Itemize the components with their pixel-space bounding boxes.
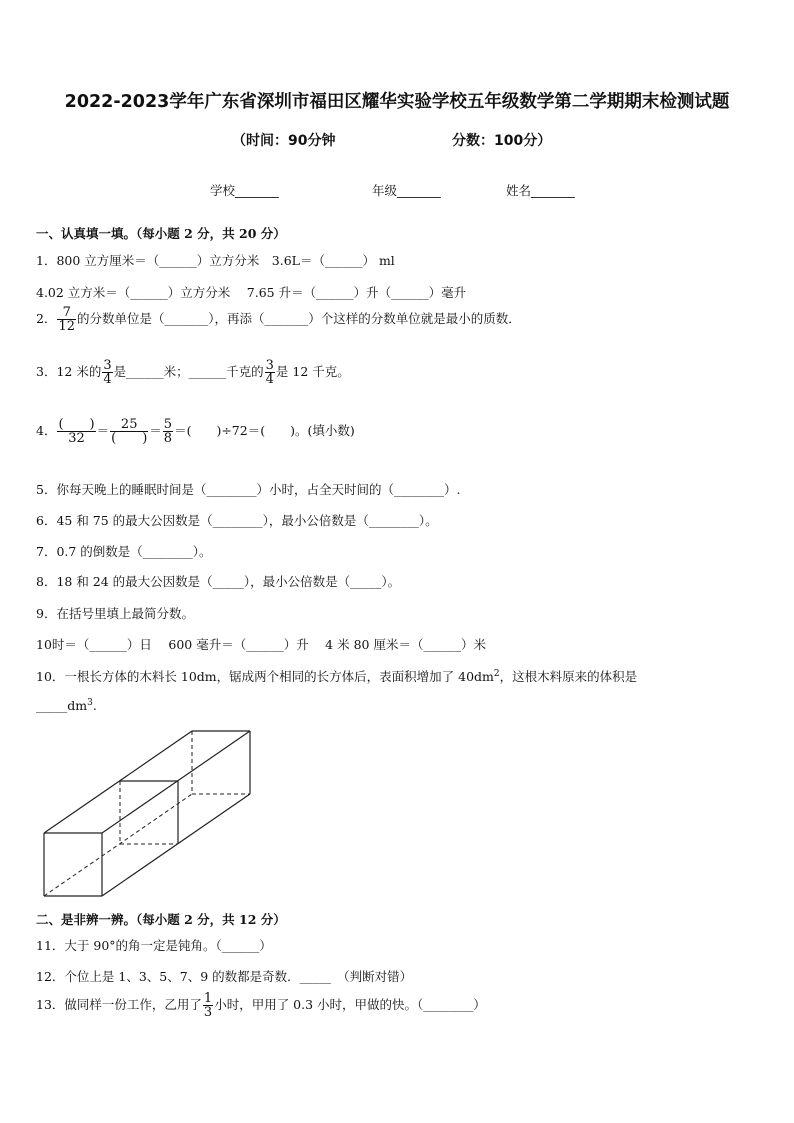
question-10 — [36, 667, 637, 685]
q13-prefix: 13．做同样一份工作，乙用了 — [36, 997, 202, 1012]
q10-superscript: 2 — [493, 668, 500, 679]
hidden-edge — [44, 794, 192, 896]
q4-numerator-2: 25 — [110, 418, 148, 432]
q2-denominator: 12 — [58, 319, 75, 334]
question-6: 6．45 和 75 的最大公因数是（________），最小公倍数是（________）。 — [36, 513, 438, 528]
q4-denominator-2: ( ) — [111, 431, 148, 446]
question-12: 12．个位上是 1、3、5、7、9 的数都是奇数．_____ （判断对错） — [36, 969, 413, 984]
question-4 — [36, 418, 355, 445]
q4-numerator-1: ( ) — [58, 417, 95, 432]
q2-text: 的分数单位是（_______），再添（_______）个这样的分数单位就是最小的质数． — [77, 311, 521, 326]
q4-denominator-3: 8 — [163, 431, 173, 446]
q2-numerator: 7 — [57, 306, 76, 320]
question-1a: 1．800 立方厘米＝（______）立方分米 3.6L＝（______） ml — [36, 253, 395, 268]
q3-fraction-2 — [265, 359, 275, 386]
cuboid-edge — [44, 731, 192, 833]
q13-text: 小时，甲用了 0.3 小时，甲做的快。（________） — [214, 997, 486, 1012]
q4-prefix: 4． — [36, 423, 57, 438]
question-13 — [36, 992, 486, 1019]
q10-text-1: 10．一根长方体的木料长 10dm，锯成两个相同的长方体后，表面积增加了 40dm — [36, 669, 494, 684]
question-8: 8．18 和 24 的最大公因数是（_____），最小公倍数是（_____）。 — [36, 574, 401, 589]
q3-denominator-1: 4 — [103, 372, 112, 387]
school-field[interactable]: 学校_______ — [210, 183, 279, 198]
q3-middle: 是______米；______千克的 — [113, 364, 264, 379]
q3-fraction-1 — [102, 359, 112, 386]
exam-title: 2022-2023学年广东省深圳市福田区耀华实验学校五年级数学第二学期期末检测试题 — [64, 92, 730, 112]
question-5: 5．你每天晚上的睡眠时间是（________）小时，占全天时间的（________）. — [36, 482, 461, 497]
q2-fraction — [57, 306, 76, 333]
q4-numerator-3: 5 — [163, 417, 173, 432]
q13-fraction — [203, 992, 213, 1019]
question-9: 9．在括号里填上最简分数。 — [36, 606, 194, 621]
q13-denominator: 3 — [203, 1005, 213, 1020]
q4-equals-2: ＝ — [149, 423, 162, 438]
question-7: 7．0.7 的倒数是（________）。 — [36, 544, 212, 559]
q3-denominator-2: 4 — [265, 372, 274, 387]
q3-numerator-1: 3 — [103, 358, 112, 373]
q10b-superscript: 3 — [87, 698, 93, 708]
q3-text: 是 12 千克。 — [275, 364, 350, 379]
section1-heading: 一、认真填一填。（每小题 2 分，共 20 分） — [36, 226, 286, 241]
q4-denominator-1: 32 — [68, 431, 85, 446]
grade-field[interactable]: 年级_______ — [372, 183, 441, 198]
q2-prefix: 2． — [36, 311, 57, 326]
q4-text: ＝( )÷72＝( )。(填小数) — [174, 423, 355, 438]
exam-time: （时间：90分钟 — [232, 133, 336, 149]
question-2 — [36, 306, 521, 333]
q4-fraction-1 — [57, 418, 95, 445]
question-10b — [36, 698, 97, 713]
question-9b: 10时＝（______）日 600 毫升＝（______）升 4 米 80 厘米＝（______）米 — [36, 637, 486, 652]
q4-fraction-2 — [110, 418, 148, 445]
question-1b: 4.02 立方米＝（______）立方分米 7.65 升＝（______）升（______）毫升 — [36, 285, 467, 300]
cuboid-edge — [102, 794, 250, 896]
question-3 — [36, 359, 350, 386]
q10-text-2: ，这根木料原来的体积是 — [499, 669, 638, 684]
cuboid-figure — [36, 728, 258, 904]
q4-equals-1: ＝ — [96, 423, 110, 438]
q10b-text: _____dm — [36, 698, 88, 714]
question-11: 11．大于 90°的角一定是钝角。（______） — [36, 938, 272, 953]
name-field[interactable]: 姓名_______ — [506, 183, 575, 198]
q3-prefix: 3．12 米的 — [36, 364, 102, 379]
q4-fraction-3 — [163, 418, 173, 445]
cuboid-edge — [102, 731, 250, 833]
q13-numerator: 1 — [203, 991, 213, 1006]
q3-numerator-2: 3 — [265, 358, 274, 373]
q10b-end: . — [92, 698, 97, 714]
exam-score: 分数：100分） — [452, 133, 552, 149]
section2-heading: 二、是非辨一辨。（每小题 2 分，共 12 分） — [36, 912, 286, 927]
